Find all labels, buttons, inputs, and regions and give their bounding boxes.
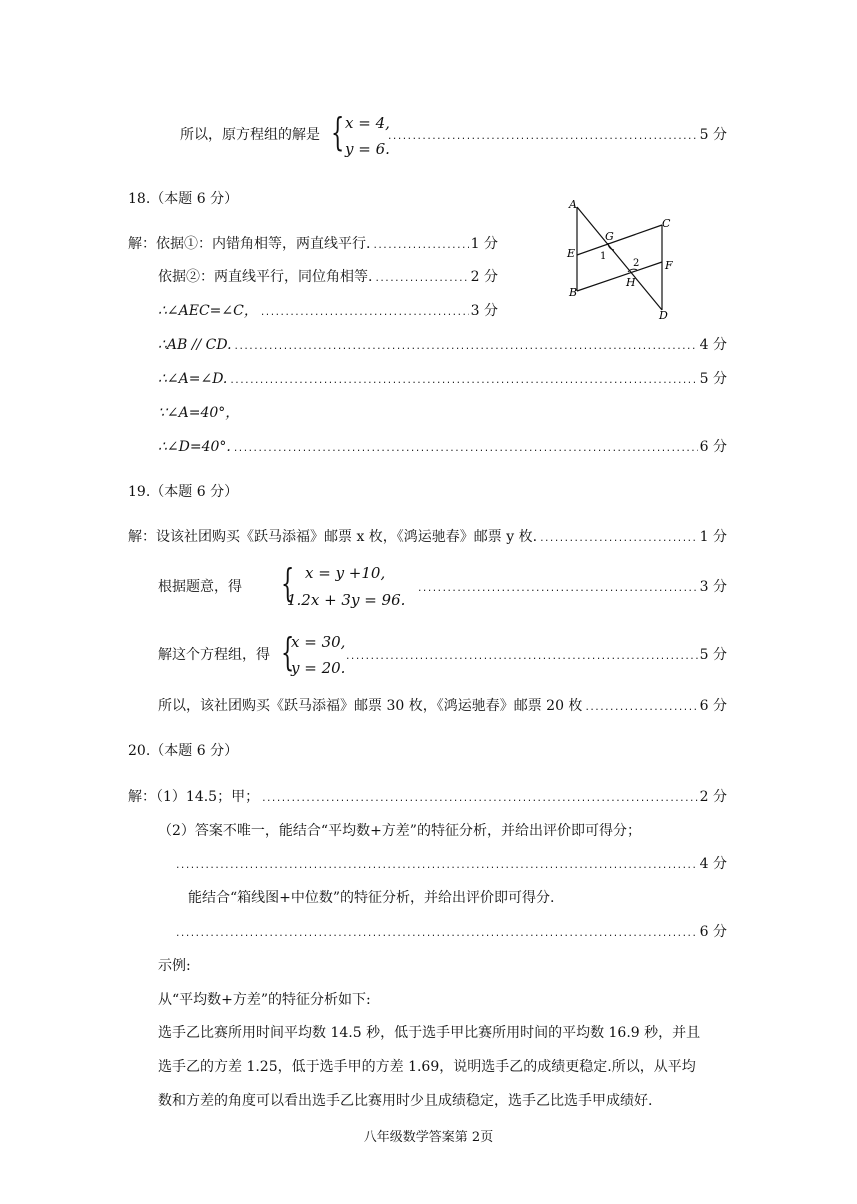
q20-example-intro: 从“平均数+方差”的特征分析如下: [158, 992, 371, 1008]
q19-equation-3: x = 30, [291, 633, 346, 651]
q19-line-2-score-line [415, 578, 727, 598]
q20-line-3-score-line [173, 923, 727, 943]
q18-line-4-score: 4 分 [699, 337, 727, 353]
q20-paragraph-line-2: 选手乙的方差 1.25，低于选手甲的方差 1.69，说明选手乙的成绩更稳定.所以，从平均 [158, 1059, 696, 1075]
q18-line-4-text: ∴AB // CD. [158, 337, 232, 353]
q20-line-2-score: 4 分 [699, 856, 727, 872]
page-footer: 八年级数学答案第 2页 [363, 1130, 494, 1145]
q18-line-2-score: 2 分 [470, 269, 498, 285]
q19-equation-2: 1.2x + 3y = 96. [287, 591, 406, 609]
q18-line-3-score: 3 分 [470, 303, 498, 319]
q20-line-1-score: 2 分 [699, 789, 727, 805]
q19-equation-1: x = y +10, [305, 564, 386, 582]
label-h: H [626, 276, 636, 289]
q20-paragraph-line-3: 数和方差的角度可以看出选手乙比赛用时少且成绩稳定，选手乙比选手甲成绩好. [158, 1093, 653, 1109]
q19-line-1-text: 解：设该社团购买《跃马添福》邮票 x 枚，《鸿运驰春》邮票 y 枚. [128, 529, 538, 545]
q19-line-4 [158, 697, 727, 717]
label-angle-2: 2 [633, 258, 640, 269]
segment-ad [577, 207, 662, 310]
q19-brace-1: { [281, 561, 295, 605]
q18-line-7 [158, 438, 727, 458]
q18-line-2-text: 依据②：两直线平行，同位角相等. [158, 269, 373, 285]
q17-conclusion-text: 所以，原方程组的解是 [180, 127, 320, 143]
q18-line-5-text: ∴∠A=∠D. [158, 371, 228, 387]
q18-line-6: ∵∠A=40°， [158, 405, 240, 421]
q19-line-4-score: 6 分 [699, 698, 727, 714]
q18-line-7-score: 6 分 [699, 439, 727, 455]
label-angle-1: 1 [600, 251, 607, 262]
q19-title: 19.（本题 6 分） [128, 484, 239, 500]
q19-line-3-score-line [343, 646, 727, 666]
q17-equation-1: x = 4, [345, 114, 390, 132]
label-a: A [569, 198, 577, 211]
q18-line-1 [128, 235, 498, 255]
q18-line-5-score: 5 分 [699, 371, 727, 387]
label-g: G [605, 230, 614, 243]
segment-bf [577, 262, 662, 291]
q18-line-4 [158, 336, 727, 356]
q18-line-1-text: 解：依据①：内错角相等，两直线平行. [128, 236, 371, 252]
label-d: D [659, 309, 668, 322]
q18-title: 18.（本题 6 分） [128, 191, 239, 207]
q19-line-4-text: 所以，该社团购买《跃马添福》邮票 30 枚，《鸿运驰春》邮票 20 枚 [158, 698, 583, 714]
q18-line-3 [158, 302, 498, 322]
q20-line-1 [128, 788, 727, 808]
q17-brace: { [331, 110, 345, 154]
q19-line-3-score: 5 分 [699, 647, 727, 663]
label-c: C [662, 217, 671, 230]
q17-score-line [385, 126, 727, 146]
q19-line-2-text: 根据题意，得 [158, 579, 242, 595]
q18-line-7-text: ∴∠D=40°. [158, 439, 231, 455]
q18-line-3-text: ∴∠AEC=∠C， [158, 303, 258, 319]
q20-line-2-text: （2）答案不唯一，能结合“平均数+方差”的特征分析，并给出评价即可得分； [158, 823, 641, 839]
label-b: B [569, 286, 578, 299]
q20-line-3-text: 能结合“箱线图+中位数”的特征分析，并给出评价即可得分. [188, 890, 555, 906]
q20-line-3-score: 6 分 [699, 924, 727, 940]
q18-line-5 [158, 370, 727, 390]
q20-paragraph-line-1: 选手乙比赛所用时间平均数 14.5 秒，低于选手甲比赛所用时间的平均数 16.9 秒，并且 [158, 1025, 701, 1041]
q19-line-3-text: 解这个方程组，得 [158, 647, 270, 663]
q17-score: 5 分 [699, 127, 727, 143]
segment-ec [577, 225, 662, 255]
q19-line-1 [128, 528, 727, 548]
q20-title: 20.（本题 6 分） [128, 743, 239, 759]
q19-brace-2: { [281, 630, 295, 674]
q19-line-1-score: 1 分 [699, 529, 727, 545]
label-e: E [567, 247, 576, 260]
q20-line-1-text: 解：（1）14.5；甲； [128, 789, 260, 805]
q18-line-1-score: 1 分 [470, 236, 498, 252]
q20-example-label: 示例: [158, 958, 191, 974]
q19-line-2-score: 3 分 [699, 579, 727, 595]
parallel-lines-figure [560, 195, 680, 323]
label-f: F [665, 259, 673, 272]
q17-equation-2: y = 6. [345, 140, 390, 158]
q19-equation-4: y = 20. [291, 659, 346, 677]
q18-line-2 [158, 268, 498, 288]
q20-line-2-score-line [173, 855, 727, 875]
